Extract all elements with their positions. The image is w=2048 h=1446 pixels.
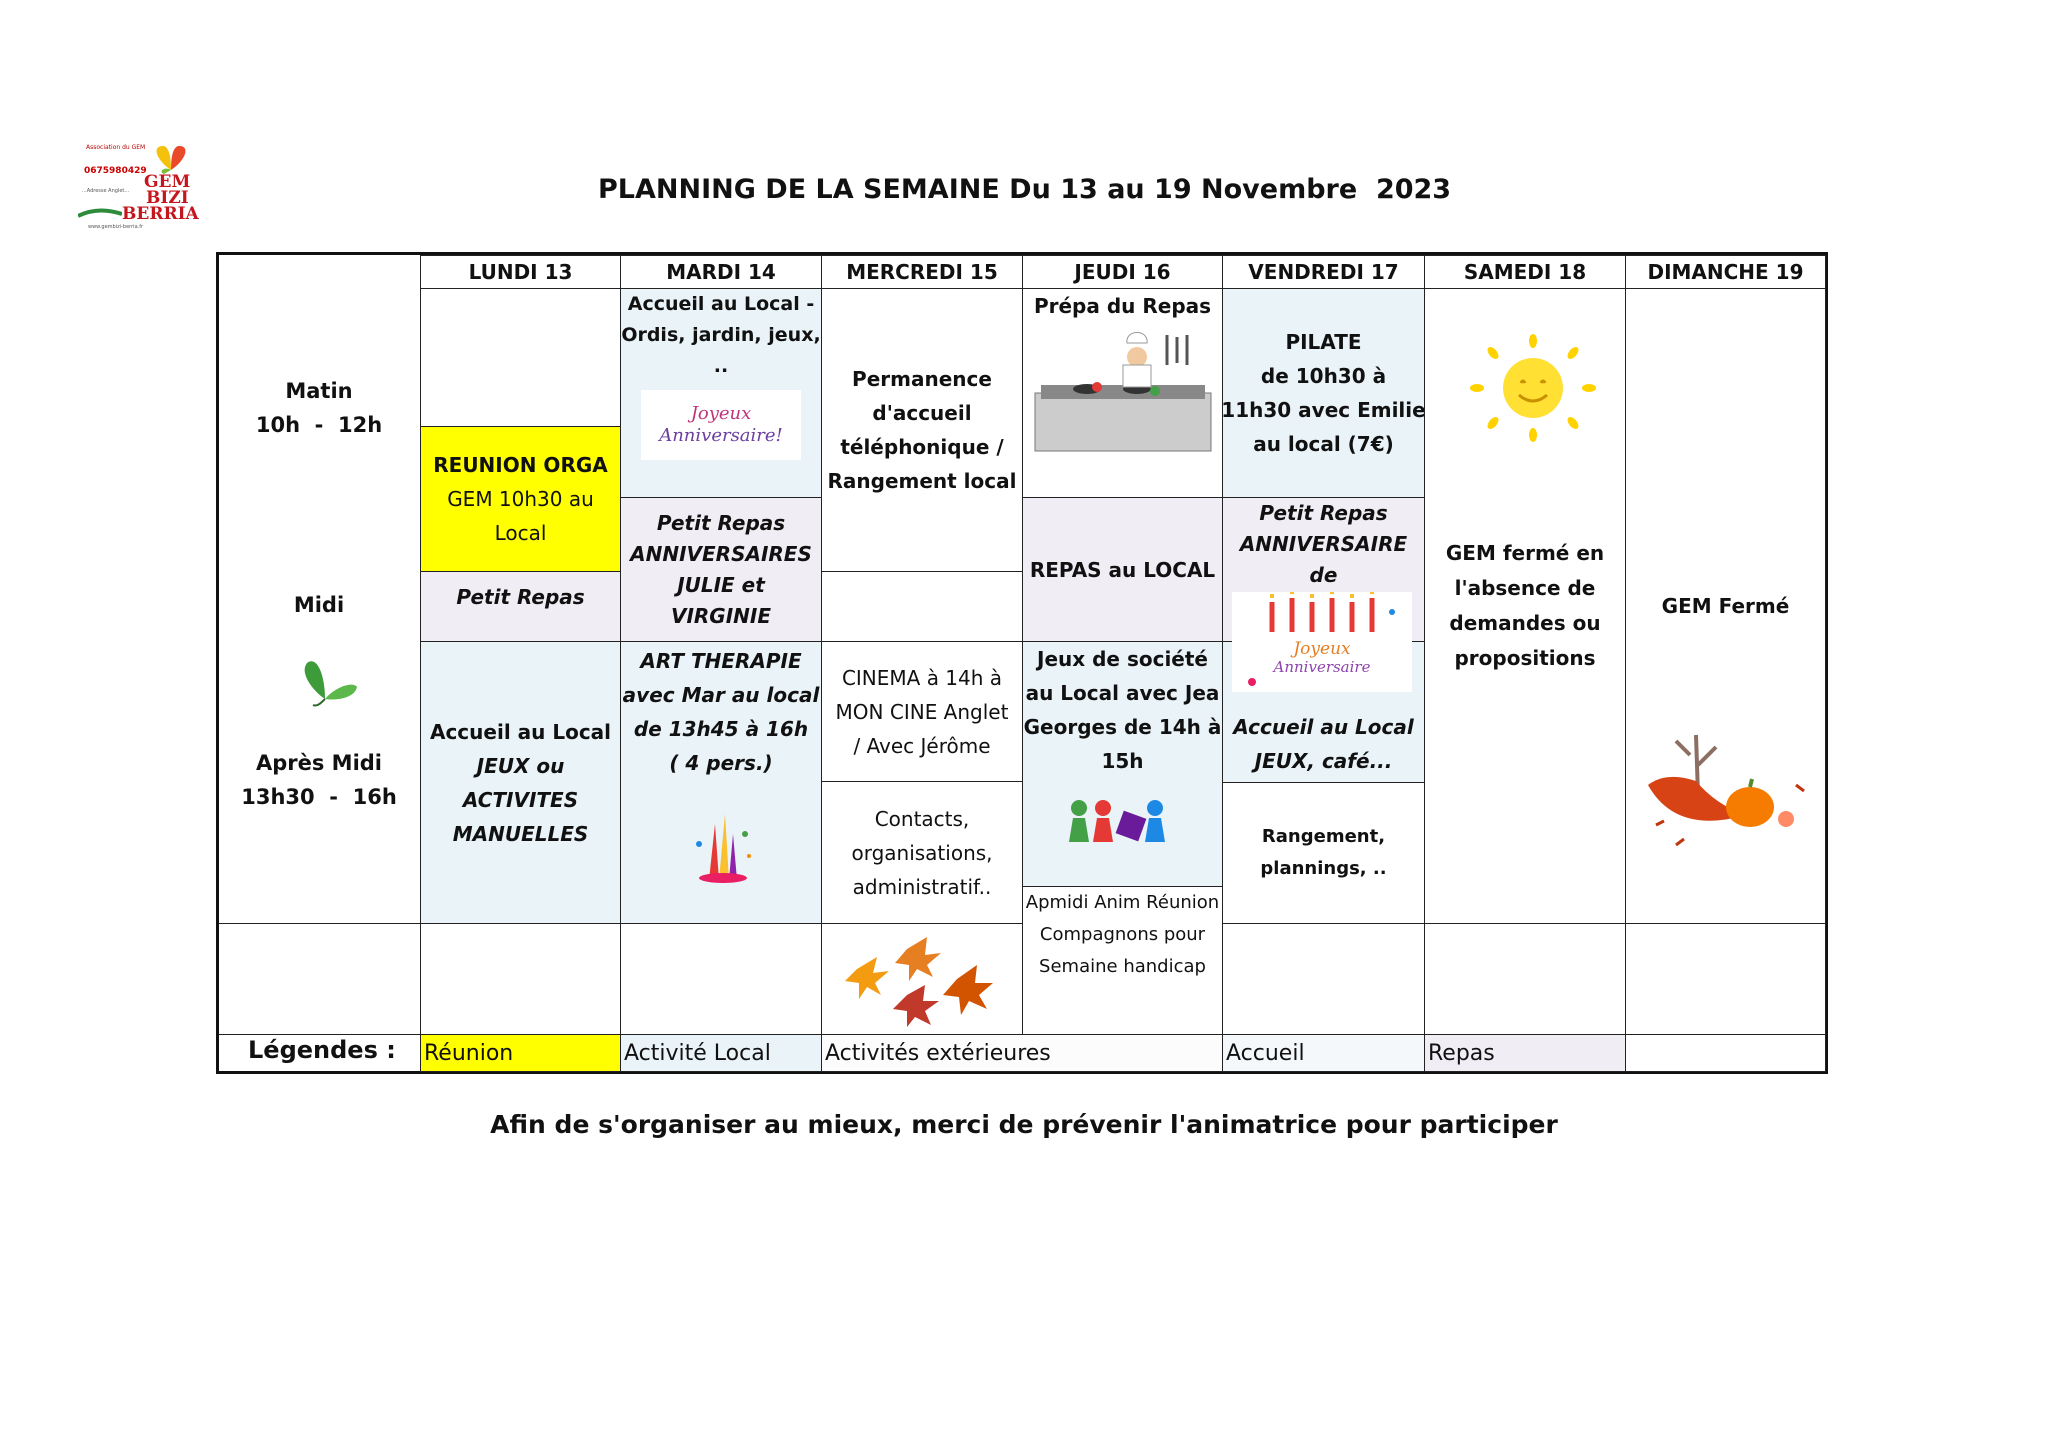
pawns-icon: [1063, 796, 1183, 846]
jeudi-midi-label: REPAS au LOCAL: [1029, 557, 1216, 582]
dimanche-empty-bottom: [1625, 923, 1826, 1035]
legend-repas: Repas: [1424, 1034, 1626, 1072]
legend-accueil: Accueil: [1222, 1034, 1425, 1072]
vendredi-am-line2: de 10h30 à: [1260, 364, 1387, 388]
lundi-reunion-cell: [420, 426, 621, 572]
mardi-am-line3: ..: [713, 355, 729, 377]
jeudi-am-label: Prépa du Repas: [1033, 294, 1212, 318]
mercredi-bottom-cell: [821, 923, 1023, 1035]
mercredi-am-line4: Rangement local: [827, 469, 1017, 493]
samedi-line1: GEM fermé en: [1445, 541, 1605, 565]
header-jeudi: JEUDI 16: [1022, 255, 1223, 289]
legend-activite-local: Activité Local: [620, 1034, 822, 1072]
legend-empty: [1625, 1034, 1826, 1072]
mercredi-pm-line2: MON CINE Anglet: [835, 699, 1009, 724]
samedi-cell: [1424, 288, 1626, 924]
logo-swoosh-icon: [78, 208, 122, 218]
lundi-matin-empty: [420, 288, 621, 427]
period-midi: Midi: [293, 593, 345, 617]
mardi-pm-line1: ART THERAPIE: [640, 649, 802, 673]
lundi-midi-label: Petit Repas: [456, 585, 585, 609]
vendredi-rangement-line2: plannings, ..: [1260, 858, 1387, 879]
period-matin: Matin: [285, 379, 353, 403]
samedi-empty-bottom: [1424, 923, 1626, 1035]
mercredi-pm-line1: CINEMA à 14h à: [841, 665, 1003, 690]
mercredi-am-line1: Permanence: [852, 367, 992, 391]
paint-splash-icon: [679, 804, 763, 884]
logo-web: www.gembizi-berria.fr: [88, 224, 144, 230]
pumpkin-icon: [1636, 725, 1822, 855]
mardi-am-line1: Accueil au Local -: [627, 293, 815, 315]
legend-activites-exterieures: Activités extérieures: [821, 1034, 1223, 1072]
vendredi-pm-line1: Accueil au Local: [1233, 715, 1414, 739]
mercredi-am-line3: téléphonique /: [840, 435, 1004, 459]
chef-icon: [1027, 329, 1219, 459]
mardi-midi-line2: ANNIVERSAIRES: [630, 541, 812, 566]
cake-text-2: Anniversaire: [1273, 658, 1371, 676]
footer-note: Afin de s'organiser au mieux, merci de prévenir l'animatrice pour participer: [490, 1110, 1558, 1139]
lundi-pm-line1: Accueil au Local: [429, 719, 612, 744]
samedi-line2: l'absence de: [1454, 576, 1596, 600]
jeudi-midi-cell: [1022, 497, 1223, 642]
vendredi-empty-bottom: [1222, 923, 1425, 1035]
logo-phone: 0675980429: [84, 166, 147, 176]
jeudi-pm-line2: au Local avec Jea: [1025, 681, 1220, 705]
dimanche-label: GEM Fermé: [1661, 594, 1790, 618]
header-mardi: MARDI 14: [620, 255, 822, 289]
mercredi-admin-line2: organisations,: [851, 840, 993, 865]
cake-text-1: Joyeux: [1293, 639, 1351, 659]
vendredi-matin-cell: [1222, 288, 1425, 498]
samedi-line3: demandes ou: [1449, 611, 1601, 635]
page-title: PLANNING DE LA SEMAINE Du 13 au 19 Novembre 2023: [598, 174, 1452, 205]
mercredi-admin-line1: Contacts,: [874, 806, 970, 831]
mardi-pm-cell: [620, 641, 822, 924]
period-column: [219, 255, 419, 1035]
lundi-pm-line3: ACTIVITES: [462, 787, 579, 812]
mercredi-pm-line3: / Avec Jérôme: [853, 733, 991, 758]
mercredi-admin-line3: administratif..: [852, 874, 992, 899]
sun-icon: [1463, 333, 1603, 443]
butterfly-logo-icon: [146, 140, 196, 176]
vendredi-pm-line2: JEUX, café...: [1254, 749, 1393, 773]
butterfly-icon: [295, 651, 361, 707]
lundi-midi-cell: [420, 571, 621, 642]
vendredi-am-line1: PILATE: [1285, 330, 1362, 354]
mardi-midi-line3: JULIE et: [677, 572, 765, 597]
period-matin-hours: 10h - 12h: [255, 413, 383, 437]
mardi-pm-line3: de 13h45 à 16h: [633, 717, 809, 741]
mardi-am-line2: Ordis, jardin, jeux,: [621, 324, 821, 346]
header-dimanche: DIMANCHE 19: [1625, 255, 1826, 289]
lundi-reunion-line3: Local: [494, 521, 547, 545]
period-apres-midi-hours: 13h30 - 16h: [241, 785, 397, 809]
lundi-empty-bottom: [420, 923, 621, 1035]
mardi-midi-cell: [620, 497, 822, 642]
logo-small-text: ...Adresse Anglet...: [82, 188, 130, 194]
jeudi-reunion-line1: Apmidi Anim Réunion: [1025, 892, 1220, 913]
mercredi-am-line2: d'accueil: [872, 401, 972, 425]
vendredi-midi-line1: Petit Repas: [1259, 501, 1388, 525]
mardi-midi-line4: VIRGINIE: [670, 603, 772, 628]
header-mercredi: MERCREDI 15: [821, 255, 1023, 289]
header-vendredi: VENDREDI 17: [1222, 255, 1425, 289]
period-apres-midi: Après Midi: [255, 751, 383, 775]
jeudi-pm-line1: Jeux de société: [1037, 647, 1208, 671]
logo-tagline: Association du GEM: [86, 144, 146, 151]
logo-name-2: BIZI: [146, 188, 189, 208]
logo-name-3: BERRIA: [122, 204, 199, 224]
mercredi-matin-cell: [821, 288, 1023, 572]
lundi-pm-line2: JEUX ou: [476, 753, 565, 778]
autumn-leaves-icon: [837, 929, 1007, 1029]
mardi-empty-bottom: [620, 923, 822, 1035]
jeudi-reunion-line2: Compagnons pour: [1039, 924, 1206, 945]
mercredi-pm-cinema-cell: [821, 641, 1023, 782]
mardi-pm-line4: ( 4 pers.): [669, 751, 773, 775]
logo-name-1: GEM: [144, 172, 191, 192]
birthday-cake-icon: [1232, 592, 1412, 692]
dimanche-cell: [1625, 288, 1826, 924]
vendredi-am-line3: 11h30 avec Emilie: [1221, 398, 1426, 422]
legend-title: Légendes :: [248, 1036, 396, 1064]
mercredi-midi-empty: [821, 571, 1023, 642]
header-samedi: SAMEDI 18: [1424, 255, 1626, 289]
mercredi-pm-admin-cell: [821, 781, 1023, 924]
jeudi-pm-cell: [1022, 641, 1223, 887]
lundi-pm-cell: [420, 641, 621, 924]
vendredi-midi-line2: ANNIVERSAIRE de: [1239, 532, 1408, 587]
vendredi-rangement-line1: Rangement,: [1261, 826, 1386, 847]
samedi-line4: propositions: [1454, 646, 1596, 670]
birthday-card-text-1: Joyeux: [690, 403, 752, 424]
lundi-reunion-line1: REUNION ORGA: [433, 453, 608, 477]
period-empty-bottom: [219, 923, 421, 1035]
jeudi-reunion-line3: Semaine handicap: [1039, 956, 1206, 977]
jeudi-matin-cell: [1022, 288, 1223, 498]
gem-logo: [78, 140, 206, 232]
mardi-pm-line2: avec Mar au local: [622, 683, 820, 707]
mardi-midi-line1: Petit Repas: [656, 510, 786, 535]
mardi-matin-cell: [620, 288, 822, 498]
jeudi-pm-line4: 15h: [1101, 749, 1144, 773]
lundi-reunion-line2: GEM 10h30 au: [447, 487, 594, 511]
vendredi-rangement-cell: [1222, 782, 1425, 924]
legend-reunion: Réunion: [420, 1034, 621, 1072]
birthday-card-text-2: Anniversaire!: [659, 425, 783, 446]
lundi-pm-line4: MANUELLES: [452, 821, 589, 846]
vendredi-am-line4: au local (7€): [1253, 432, 1394, 456]
jeudi-pm-line3: Georges de 14h à: [1023, 715, 1222, 739]
jeudi-reunion-cell: [1022, 886, 1223, 1035]
header-lundi: LUNDI 13: [420, 255, 621, 289]
birthday-card-icon: [641, 390, 801, 460]
